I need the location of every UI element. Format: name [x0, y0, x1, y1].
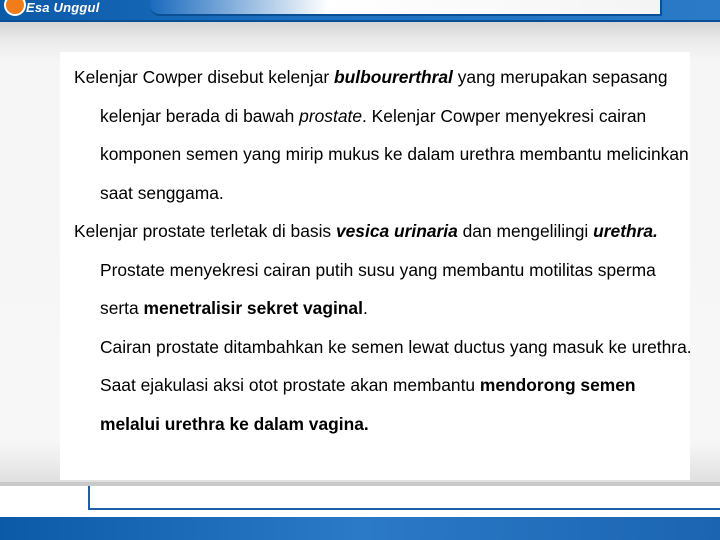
text-run: yang merupakan sepasang kelenjar berada di bawah [100, 67, 668, 126]
top-banner [0, 0, 720, 22]
footer-frame [88, 486, 720, 510]
paragraph-cowper [74, 58, 694, 212]
term-menetralisir: menetralisir sekret vaginal [143, 298, 363, 318]
text-run: Saat ejakulasi aksi otot prostate akan membantu [100, 375, 480, 395]
text-run: . Kelenjar Cowper menyekresi cairan komponen semen yang mirip mukus ke dalam urethra membantu melicinkan saat senggama. [100, 105, 689, 203]
text-run: Cairan prostate ditambahkan ke semen lewat ductus yang masuk ke urethra. [100, 336, 692, 357]
paragraph-prostate [74, 212, 694, 328]
term-bulbourerthral: bulbourerthral [334, 67, 453, 87]
text-run: dan mengelilingi [457, 221, 594, 241]
term-vesica-urinaria: vesica urinaria [335, 221, 458, 241]
slide-body [74, 58, 694, 443]
term-prostate: prostate [299, 105, 363, 126]
footer-strip [0, 517, 720, 540]
text-run: . [362, 298, 368, 318]
text-run: Kelenjar Cowper disebut kelenjar [74, 67, 335, 87]
university-logo-text: Esa Unggul [26, 0, 100, 15]
text-run: Prostate menyekresi cairan putih susu yang membantu motilitas sperma serta [100, 259, 656, 318]
paragraph-cairan [74, 328, 694, 367]
text-run: Kelenjar prostate terletak di basis [74, 221, 336, 241]
term-mendorong: mendorong semen melalui urethra ke dalam vagina. [100, 375, 636, 434]
paragraph-ejakulasi [74, 366, 694, 443]
title-tab [150, 0, 662, 16]
term-urethra: urethra. [593, 221, 658, 241]
university-logo-icon [4, 0, 26, 16]
